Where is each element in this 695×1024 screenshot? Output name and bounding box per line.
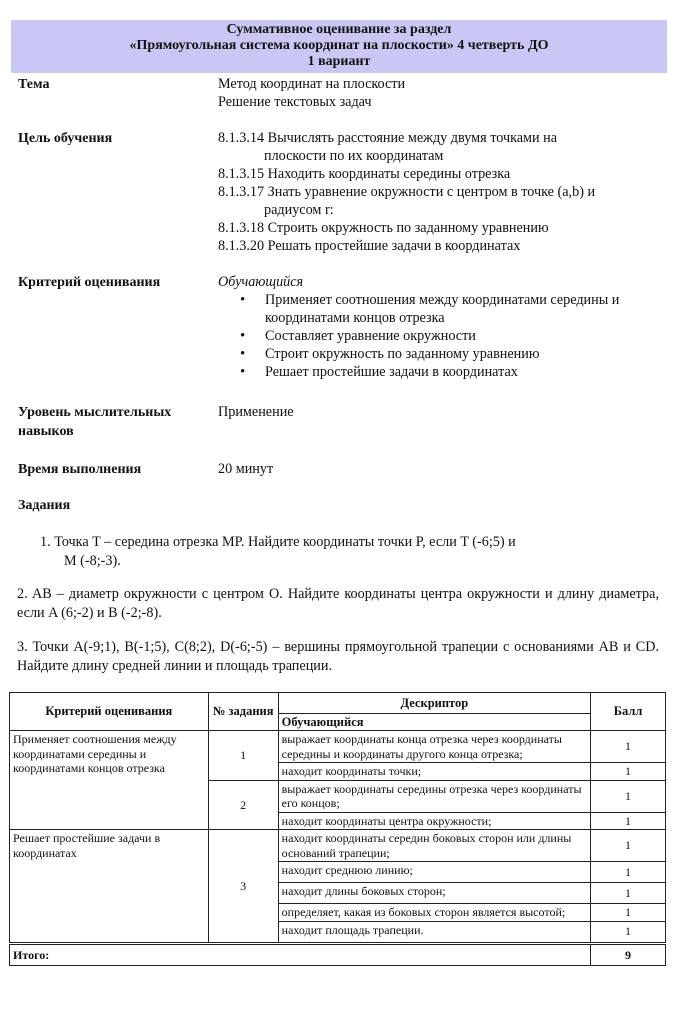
- rubric-table: [9, 692, 666, 966]
- rubric-task-number: 2: [208, 780, 278, 830]
- criteria-item: • Решает простейшие задачи в координатах: [265, 363, 663, 381]
- level-label-line: навыков: [18, 424, 74, 439]
- rubric-score: 1: [591, 812, 666, 830]
- header-title: Суммативное оценивание за раздел: [226, 22, 452, 37]
- rubric-score: 1: [591, 731, 666, 763]
- goal-item-continued: плоскости по их координатам: [264, 148, 444, 164]
- rubric-descriptor: выражает координаты середины отрезка через координаты его концов;: [278, 780, 590, 812]
- criteria-label: Критерий оценивания: [18, 275, 161, 290]
- table-row: [10, 830, 666, 862]
- level-label-line: Уровень мыслительных: [18, 405, 172, 420]
- goal-item: 8.1.3.20 Решать простейшие задачи в координатах: [218, 238, 521, 254]
- criteria-block: [218, 273, 663, 381]
- topic-label: Тема: [18, 77, 50, 92]
- header-variant: 1 вариант: [307, 54, 371, 69]
- header-section: «Прямоугольная система координат на плоскости» 4 четверть ДО: [129, 38, 549, 53]
- rubric-criterion-2: Решает простейшие задачи в координатах: [10, 830, 209, 944]
- rubric-descriptor: находит координаты центра окружности;: [278, 812, 590, 830]
- rubric-score: 1: [591, 763, 666, 781]
- goal-label: Цель обучения: [18, 131, 113, 146]
- level-value: Применение: [218, 404, 294, 420]
- topic-line: Решение текстовых задач: [218, 94, 372, 110]
- criteria-intro: Обучающийся: [218, 274, 304, 290]
- goal-list: [218, 129, 595, 255]
- task-1-line: M (-8;-3).: [64, 553, 121, 569]
- rubric-header-row: [10, 693, 666, 714]
- rubric-score: 1: [591, 921, 666, 943]
- rubric-header-score: Балл: [591, 693, 666, 731]
- goal-item: 8.1.3.14 Вычислять расстояние между двумя точками на: [218, 130, 558, 146]
- rubric-score: 1: [591, 862, 666, 883]
- rubric-descriptor: находит длины боковых сторон;: [278, 883, 590, 904]
- time-value: 20 минут: [218, 461, 274, 477]
- topic-value: [218, 75, 405, 111]
- rubric-header-criterion: Критерий оценивания: [10, 693, 209, 731]
- rubric-header-task-number: № задания: [208, 693, 278, 731]
- level-label: [18, 403, 171, 441]
- task-1: [40, 533, 516, 571]
- goal-item: 8.1.3.15 Находить координаты середины отрезка: [218, 166, 511, 182]
- rubric-descriptor: находит координаты точки;: [278, 763, 590, 781]
- rubric-score: 1: [591, 904, 666, 922]
- task-1-line: 1. Точка T – середина отрезка MP. Найдите координаты точки P, если T (-6;5) и: [40, 534, 516, 550]
- rubric-descriptor: находит площадь трапеции.: [278, 921, 590, 943]
- rubric-total-value: 9: [591, 943, 666, 966]
- rubric-score: 1: [591, 883, 666, 904]
- rubric-score: 1: [591, 780, 666, 812]
- rubric-descriptor: выражает координаты конца отрезка через координаты середины и координаты другого конца отрезка;: [278, 731, 590, 763]
- rubric-score: 1: [591, 830, 666, 862]
- rubric-total-row: [10, 943, 666, 966]
- topic-line: Метод координат на плоскости: [218, 76, 406, 92]
- criteria-item: • Применяет соотношения между координатами середины и координатами концов отрезка: [265, 291, 663, 327]
- table-row: [10, 731, 666, 763]
- time-label: Время выполнения: [18, 462, 142, 477]
- rubric-criterion-1: Применяет соотношения между координатами середины и координатами концов отрезка: [10, 731, 209, 830]
- rubric-descriptor: находит координаты середин боковых сторон или длины оснований трапеции;: [278, 830, 590, 862]
- rubric-header-learner: Обучающийся: [278, 713, 590, 731]
- task-2: 2. AB – диаметр окружности с центром O. Найдите координаты центра окружности и длину диаметра, если A (6;-2) и B (-2;-8).: [17, 586, 659, 621]
- goal-item-continued: радиусом r:: [264, 202, 334, 218]
- rubric-descriptor: определяет, какая из боковых сторон является высотой;: [278, 904, 590, 922]
- rubric-header-descriptor: Дескриптор: [278, 693, 590, 714]
- rubric-task-number: 3: [208, 830, 278, 944]
- document-header: [11, 20, 667, 73]
- rubric-task-number: 1: [208, 731, 278, 781]
- criteria-item: • Составляет уравнение окружности: [265, 327, 663, 345]
- criteria-item: • Строит окружность по заданному уравнению: [265, 345, 663, 363]
- goal-item: 8.1.3.18 Строить окружность по заданному уравнению: [218, 220, 549, 236]
- rubric-total-label: Итого:: [10, 943, 591, 966]
- tasks-title: Задания: [18, 498, 71, 513]
- task-3: 3. Точки A(-9;1), B(-1;5), C(8;2), D(-6;-5) – вершины прямоугольной трапеции с основаниями AB и CD. Найдите длину средней линии и площадь трапеции.: [17, 639, 659, 674]
- rubric-descriptor: находит среднюю линию;: [278, 862, 590, 883]
- goal-item: 8.1.3.17 Знать уравнение окружности с центром в точке (a,b) и: [218, 184, 596, 200]
